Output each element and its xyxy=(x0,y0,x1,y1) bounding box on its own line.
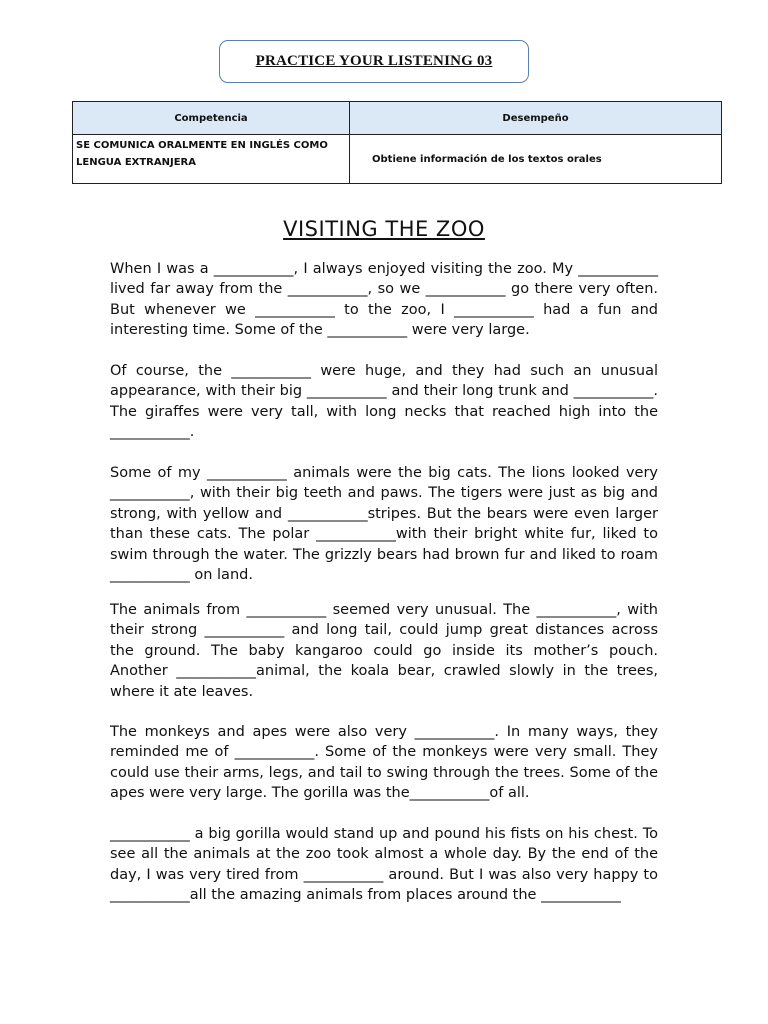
cell-desempeno: Obtiene información de los textos orales xyxy=(350,135,722,184)
header-desempeno: Desempeño xyxy=(350,102,722,135)
worksheet-title: PRACTICE YOUR LISTENING 03 xyxy=(255,53,493,69)
document-title: VISITING THE ZOO xyxy=(283,217,485,241)
paragraph-4: The animals from ___________ seemed very unusual. The ___________, with their strong ___________ and long tail, could jump great distances across the ground. The baby kangaroo could go inside its mother’s pouch. Another ___________animal, the koala bear, crawled slowly in the trees, where it ate leaves. xyxy=(110,602,658,700)
table-row xyxy=(73,135,722,184)
competency-table xyxy=(72,101,722,184)
paragraph-2: Of course, the ___________ were huge, and they had such an unusual appearance, with their big ___________ and their long trunk and ___________. The giraffes were very tall, with long necks that reached high into the ___________. xyxy=(110,363,658,441)
cell-competencia: SE COMUNICA ORALMENTE EN INGLÉS COMO LENGUA EXTRANJERA xyxy=(73,135,350,184)
paragraph-3: Some of my ___________ animals were the big cats. The lions looked very ___________, with their big teeth and paws. The tigers were just as big and strong, with yellow and ___________stripes. But the bears were even larger than these cats. The polar ___________with their bright white fur, liked to swim through the water. The grizzly bears had brown fur and liked to roam ___________ on land. xyxy=(110,465,658,584)
header-competencia: Competencia xyxy=(73,102,350,135)
paragraph-5: The monkeys and apes were also very ___________. In many ways, they reminded me of ___________. Some of the monkeys were very small. They could use their arms, legs, and tail to swing through the trees. Some of the apes were very large. The gorilla was the___________of all. xyxy=(110,724,658,802)
paragraph-6: ___________ a big gorilla would stand up and pound his fists on his chest. To see all the animals at the zoo took almost a whole day. By the end of the day, I was very tired from ___________ around. But I was also very happy to ___________all the amazing animals from places around the ___________ xyxy=(110,826,658,904)
paragraph-1: When I was a ___________, I always enjoyed visiting the zoo. My ___________ lived far away from the ___________, so we ___________ go there very often. But whenever we ___________ to the zoo, I ___________ had a fun and interesting time. Some of the ___________ were very large. xyxy=(110,261,658,339)
worksheet-title-box xyxy=(219,40,529,83)
table-header-row xyxy=(73,102,722,135)
